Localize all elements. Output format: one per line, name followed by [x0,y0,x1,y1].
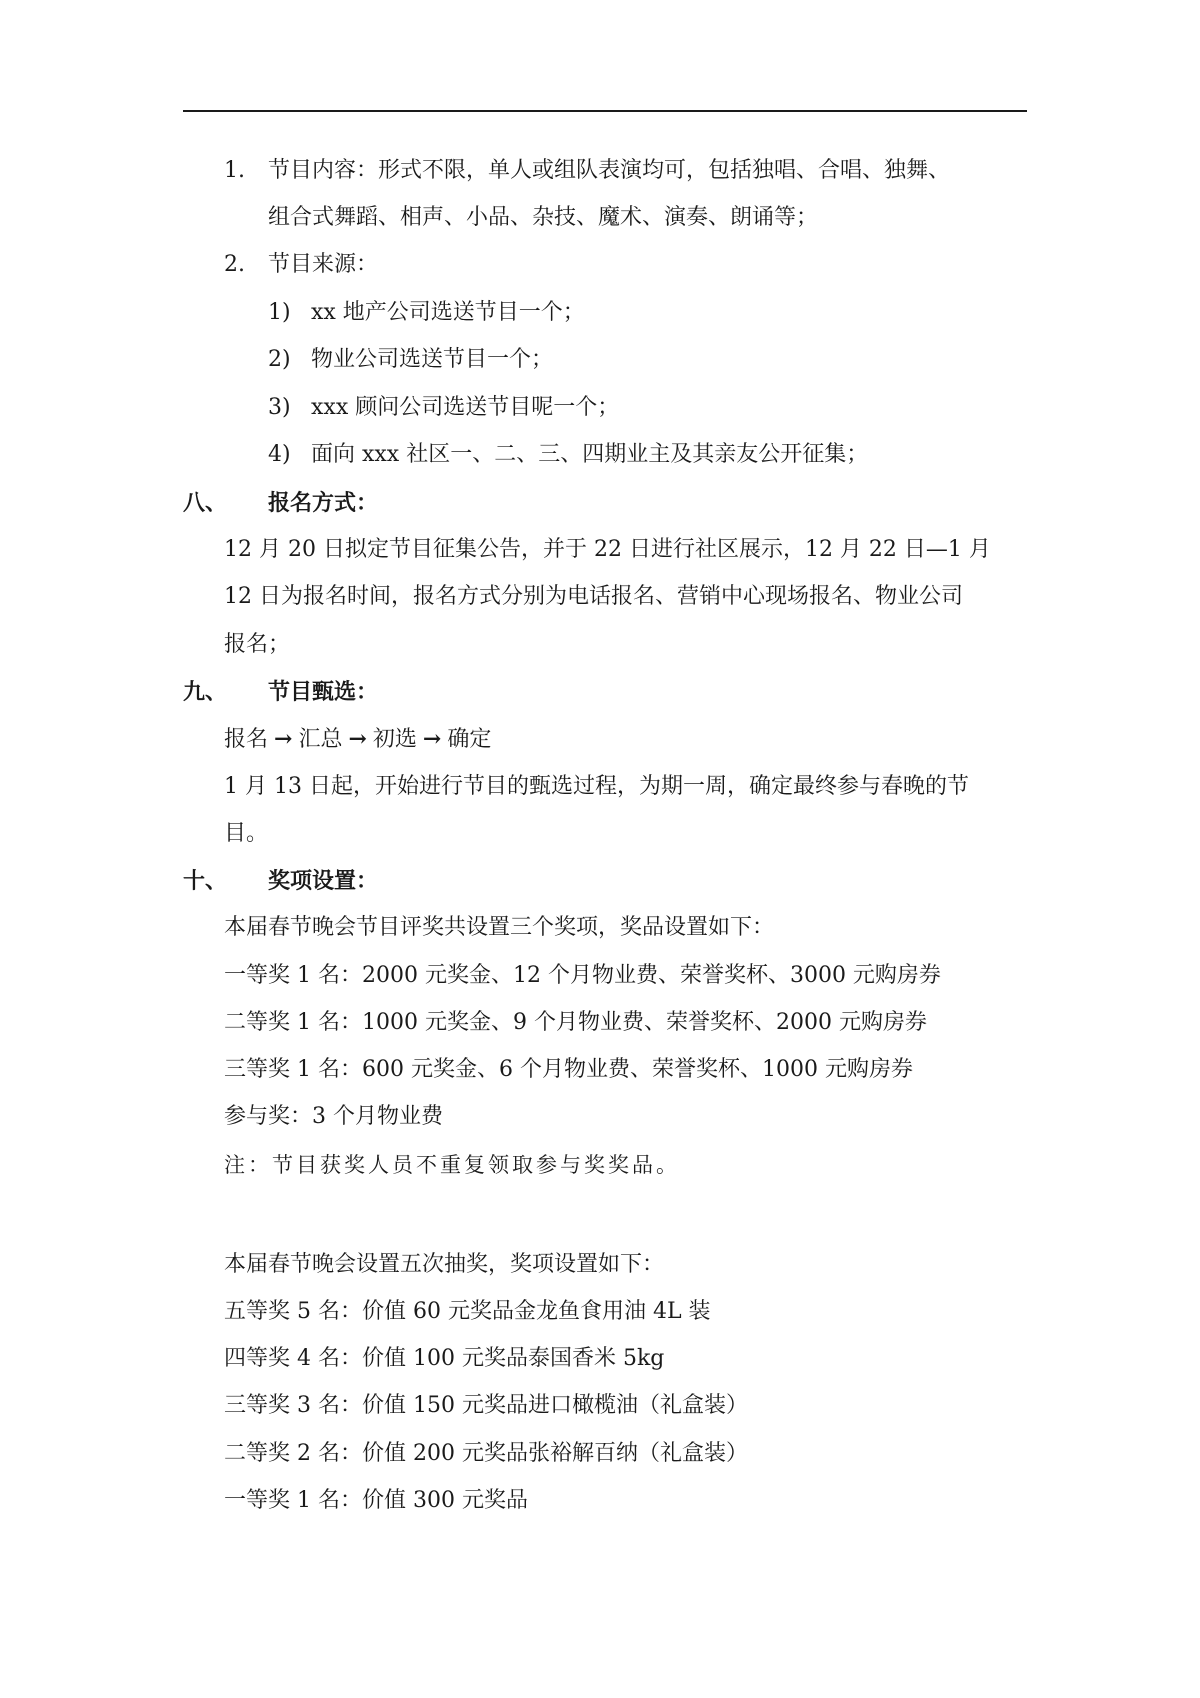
paragraph-line: 12 月 20 日拟定节目征集公告，并于 22 日进行社区展示，12 月 22 日—1 月 [224,537,991,562]
paragraph-line: 节目内容：形式不限，单人或组队表演均可，包括独唱、合唱、独舞、 [268,158,951,183]
flow-step: 汇总 [298,727,343,752]
lottery-item: 五等奖 5 名：价值 60 元奖品金龙鱼食用油 4L 装 [224,1299,711,1324]
header-rule [183,110,1027,112]
paragraph-line: 本届春节晚会节目评奖共设置三个奖项，奖品设置如下： [224,915,775,940]
award-item: 二等奖 1 名：1000 元奖金、9 个月物业费、荣誉奖杯、2000 元购房券 [224,1010,927,1035]
paragraph-line: 目。 [224,821,269,846]
sub-list-number: 3) [268,395,291,420]
arrow-right-icon: → [422,726,442,752]
sub-list-item: 物业公司选送节目一个； [311,347,554,372]
flow-step: 报名 [224,727,269,752]
section-title: 奖项设置： [268,868,379,894]
paragraph-line: 1 月 13 日起，开始进行节目的甄选过程，为期一周，确定最终参与春晚的节 [224,774,969,799]
flow-step: 确定 [447,727,492,752]
section-number: 十、 [183,868,228,894]
lottery-item: 三等奖 3 名：价值 150 元奖品进口橄榄油（礼盒装） [224,1393,748,1418]
paragraph-line: 12 日为报名时间，报名方式分别为电话报名、营销中心现场报名、物业公司 [224,584,963,609]
section-number: 九、 [183,679,228,705]
award-item: 三等奖 1 名：600 元奖金、6 个月物业费、荣誉奖杯、1000 元购房券 [224,1057,913,1082]
list-number: 2. [224,252,245,277]
selection-flow [224,724,491,755]
sub-list-number: 2) [268,347,291,372]
paragraph-line: 节目来源： [268,252,379,277]
sub-list-number: 4) [268,442,291,467]
sub-list-item: xx 地产公司选送节目一个； [311,300,585,325]
award-item: 一等奖 1 名：2000 元奖金、12 个月物业费、荣誉奖杯、3000 元购房券 [224,963,941,988]
paragraph-line: 组合式舞蹈、相声、小品、杂技、魔术、演奏、朗诵等； [268,205,819,230]
section-title: 节目甄选： [268,679,379,705]
arrow-right-icon: → [348,726,367,752]
lottery-item: 一等奖 1 名：价值 300 元奖品 [224,1488,528,1513]
paragraph-line: 本届春节晚会设置五次抽奖，奖项设置如下： [224,1252,665,1277]
flow-step: 初选 [372,727,417,752]
paragraph-line: 报名； [224,632,291,657]
list-number: 1. [224,158,245,183]
lottery-item: 四等奖 4 名：价值 100 元奖品泰国香米 5kg [224,1346,665,1371]
award-item: 参与奖：3 个月物业费 [224,1104,443,1129]
section-number: 八、 [183,490,228,516]
sub-list-item: xxx 顾问公司选送节目呢一个； [311,395,620,420]
section-title: 报名方式： [268,490,379,516]
award-note: 注：节目获奖人员不重复领取参与奖奖品。 [224,1153,680,1177]
sub-list-item: 面向 xxx 社区一、二、三、四期业主及其亲友公开征集； [311,442,869,467]
sub-list-number: 1) [268,300,291,325]
arrow-right-icon: → [274,726,293,752]
lottery-item: 二等奖 2 名：价值 200 元奖品张裕解百纳（礼盒装） [224,1441,748,1466]
